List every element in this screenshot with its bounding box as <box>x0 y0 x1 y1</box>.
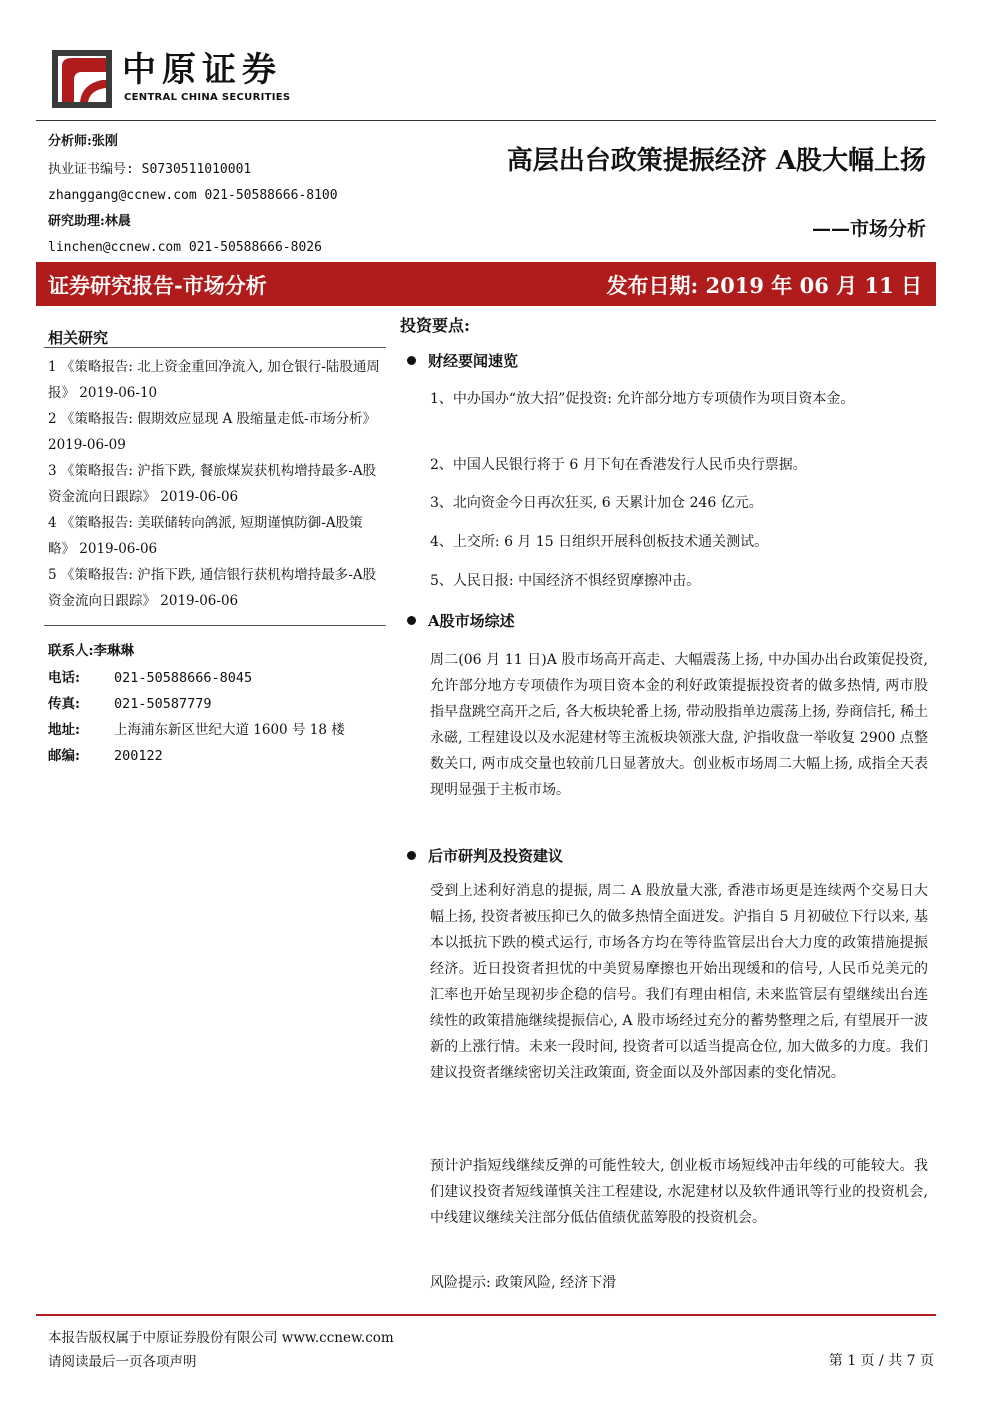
zip-label: 邮编: <box>48 748 80 764</box>
news-item: 2、中国人民银行将于 6 月下旬在香港发行人民币央行票据。 <box>430 457 807 473</box>
news-heading: 财经要闻速览 <box>407 350 518 371</box>
address-label: 地址: <box>48 722 80 738</box>
contact-person-row <box>48 641 134 661</box>
analyst-label: 分析师: <box>48 134 92 149</box>
zip-value: 200122 <box>114 748 163 764</box>
footer-rule <box>36 1314 936 1316</box>
outlook-heading: 后市研判及投资建议 <box>407 845 563 866</box>
news-item: 1、中办国办“放大招”促投资: 允许部分地方专项债作为项目资本金。 <box>430 391 855 407</box>
list-item: 3 《策略报告: 沪指下跌, 餐旅煤炭获机构增持最多-A股资金流向日跟踪》 2019-06-06 <box>48 463 377 505</box>
bullet-icon <box>407 851 416 860</box>
fax-label: 传真: <box>48 696 80 712</box>
contact-person-label: 联系人: <box>48 643 94 659</box>
page-number: 第 1 页 / 共 7 页 <box>828 1353 934 1369</box>
analyst-cert: 执业证书编号: S0730511010001 <box>48 162 252 177</box>
report-subtitle: ——市场分析 <box>811 218 926 240</box>
market-summary: 周二(06 月 11 日)A 股市场高开高走、大幅震荡上扬, 中办国办出台政策促投资, 允许部分地方专项债作为项目资本金的利好政策提振投资者的做多热情, 两市股指早盘跳空高开之后, 各大板块轮番上扬, 带动股指单边震荡上扬, 券商信托, 稀土永磁, 工程建设以及水泥建材等主流板块领涨大盘, 沪指收盘一举收复 2900 点整数关口, 两市成交量也较前几日显著放大。创业板市场周二大幅上扬, 成指全天表现明显强于主板市场。 <box>430 652 928 798</box>
phone-label: 电话: <box>48 670 80 686</box>
market-heading: A股市场综述 <box>407 610 515 631</box>
bullet-icon <box>407 616 416 625</box>
contact-address-row <box>48 720 345 740</box>
assistant-name: 林晨 <box>104 214 131 229</box>
news-item: 4、上交所: 6 月 15 日组织开展科创板技术通关测试。 <box>430 534 769 550</box>
list-item: 1 《策略报告: 北上资金重回净流入, 加仓银行-陆股通周报》 2019-06-10 <box>48 359 380 401</box>
banner-report-type: 证券研究报告-市场分析 <box>48 273 267 298</box>
list-item: 2 《策略报告: 假期效应显现 A 股缩量走低-市场分析》 2019-06-09 <box>48 411 377 453</box>
risk-note: 风险提示: 政策风险, 经济下滑 <box>430 1275 617 1291</box>
investment-points-title: 投资要点: <box>400 316 470 335</box>
related-rule <box>44 347 386 348</box>
related-research-list <box>48 354 384 614</box>
address-value: 上海浦东新区世纪大道 1600 号 18 楼 <box>114 722 345 738</box>
assistant-line <box>48 213 131 231</box>
assistant-contact: linchen@ccnew.com 021-50588666-8026 <box>48 240 322 255</box>
news-item: 3、北向资金今日再次狂买, 6 天累计加仓 246 亿元。 <box>430 495 763 511</box>
outlook-paragraph-1: 受到上述利好消息的提振, 周二 A 股放量大涨, 香港市场更是连续两个交易日大幅上扬, 投资者被压抑已久的做多热情全面迸发。沪指自 5 月初破位下行以来, 基本以抵抗下跌的模式运行, 市场各方均在等待监管层出台大力度的政策措施提振经济。近日投资者担忧的中美贸易摩擦也开始出现缓和的信号, 人民币兑美元的汇率也开始呈现初步企稳的信号。我们有理由相信, 未来监管层有望继续出台连续性的政策措施继续提振信心, A 股市场经过充分的蓄势整理之后, 有望展开一波新的上涨行情。未来一段时间, 投资者可以适当提高仓位, 加大做多的力度。我们建议投资者继续密切关注政策面, 资金面以及外部因素的变化情况。 <box>430 883 928 1081</box>
list-item: 4 《策略报告: 美联储转向鸽派, 短期谨慎防御-A股策略》 2019-06-06 <box>48 515 363 557</box>
report-banner <box>36 262 936 306</box>
report-title: 高层出台政策提振经济 A股大幅上扬 <box>506 146 926 176</box>
fax-value: 021-50587779 <box>114 696 212 712</box>
header-rule <box>36 120 936 121</box>
footer-disclaimer: 请阅读最后一页各项声明 <box>48 1354 197 1370</box>
assistant-label: 研究助理: <box>48 214 105 229</box>
company-logo-icon <box>52 50 112 108</box>
related-research-title: 相关研究 <box>48 329 109 347</box>
phone-value: 021-50588666-8045 <box>114 670 253 686</box>
analyst-name: 张刚 <box>91 134 118 149</box>
bullet-icon <box>407 356 416 365</box>
company-name-en: CENTRAL CHINA SECURITIES <box>124 92 291 103</box>
footer-copyright: 本报告版权属于中原证券股份有限公司 www.ccnew.com <box>48 1330 394 1346</box>
news-item: 5、人民日报: 中国经济不惧经贸摩擦冲击。 <box>430 573 701 589</box>
contact-fax-row <box>48 694 212 714</box>
analyst-line <box>48 133 118 151</box>
company-name-cn: 中原证券 <box>122 50 282 90</box>
outlook-paragraph-2: 预计沪指短线继续反弹的可能性较大, 创业板市场短线冲击年线的可能较大。我们建议投资者短线谨慎关注工程建设, 水泥建材以及软件通讯等行业的投资机会, 中线建议继续关注部分低估值绩优蓝筹股的投资机会。 <box>430 1158 928 1226</box>
analyst-contact: zhanggang@ccnew.com 021-50588666-8100 <box>48 188 338 203</box>
banner-publish-date: 发布日期: 2019 年 06 月 11 日 <box>606 273 922 298</box>
contact-person: 李琳琳 <box>93 643 134 659</box>
contact-zip-row <box>48 746 163 766</box>
contact-phone-row <box>48 668 252 688</box>
contact-rule <box>44 625 386 626</box>
list-item: 5 《策略报告: 沪指下跌, 通信银行获机构增持最多-A股资金流向日跟踪》 2019-06-06 <box>48 567 377 609</box>
